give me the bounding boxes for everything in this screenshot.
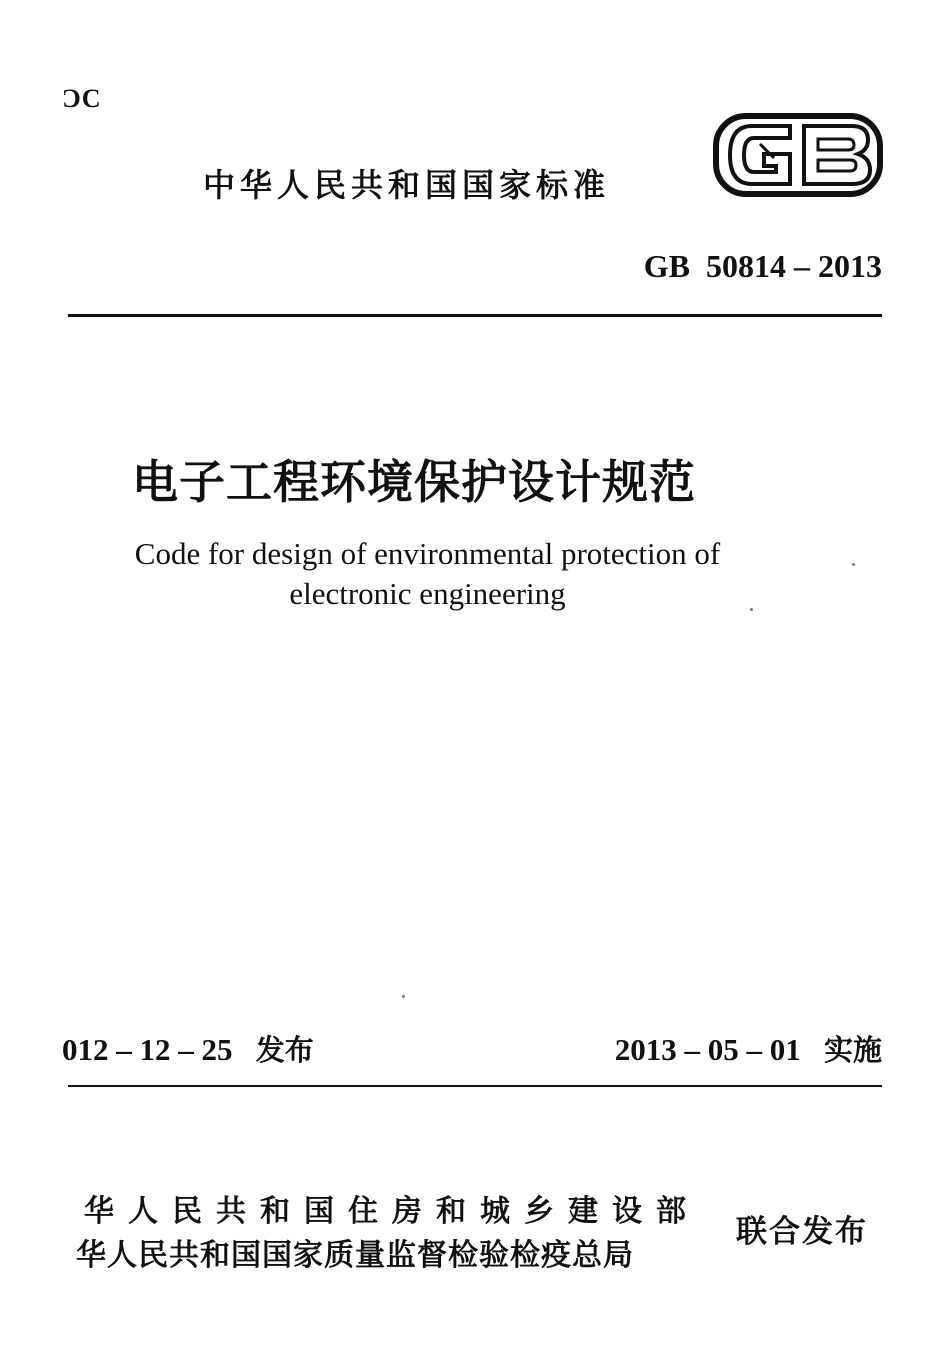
scan-speck bbox=[402, 995, 405, 998]
issuer-ministry-housing: 华人民共和国住房和城乡建设部 bbox=[84, 1194, 700, 1229]
chinese-title: 电子工程环境保护设计规范 bbox=[132, 455, 696, 509]
issuer-aqsiq: 华人民共和国国家质量监督检验检疫总局 bbox=[76, 1238, 634, 1273]
gb-logo-icon bbox=[712, 112, 884, 198]
effective-date: 2013 – 05 – 01 bbox=[614, 1032, 801, 1067]
english-title-line-1: Code for design of environmental protection of bbox=[134, 536, 721, 571]
corner-code: ƆC bbox=[62, 84, 102, 113]
issue-date: 012 – 12 – 25 bbox=[62, 1032, 233, 1067]
issue-label: 发布 bbox=[255, 1033, 314, 1067]
english-title-line-2: electronic engineering bbox=[289, 576, 566, 611]
scan-speck bbox=[750, 608, 753, 611]
scan-speck bbox=[852, 563, 855, 566]
effective-date-block bbox=[615, 1028, 882, 1069]
footer-divider bbox=[68, 1085, 882, 1087]
standard-number: GB 50814 – 2013 bbox=[643, 248, 882, 284]
header-divider bbox=[68, 314, 882, 317]
standard-title: 中华人民共和国国家标准 bbox=[203, 166, 611, 204]
english-title bbox=[0, 534, 855, 614]
effective-label: 实施 bbox=[823, 1033, 882, 1067]
joint-issue-label: 联合发布 bbox=[736, 1214, 868, 1250]
issue-date-block bbox=[62, 1028, 314, 1069]
